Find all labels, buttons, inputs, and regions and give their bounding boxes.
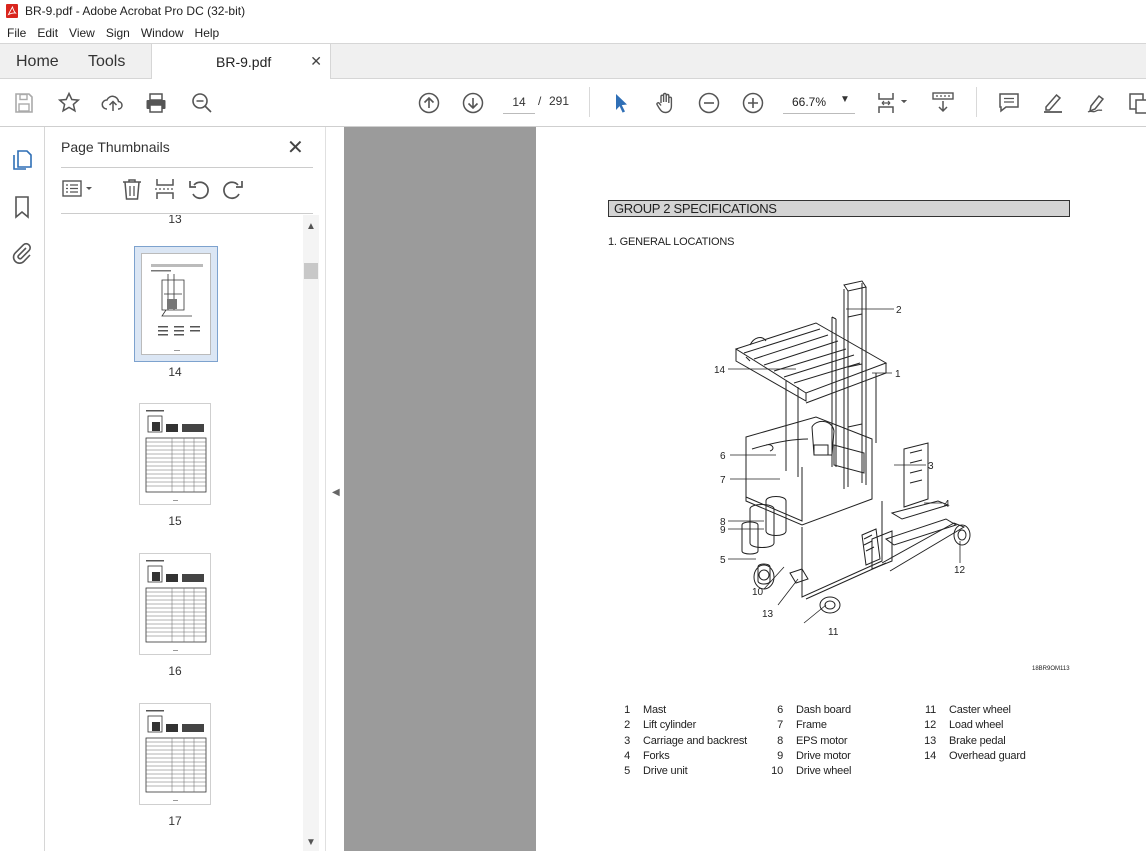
page-number-input[interactable]: [503, 90, 535, 114]
print-icon[interactable]: [144, 91, 168, 115]
toolbar-divider: [976, 87, 977, 117]
share-icon[interactable]: [1127, 91, 1146, 115]
tab-tools[interactable]: Tools: [88, 53, 126, 70]
menu-window[interactable]: Window: [140, 25, 184, 40]
bookmark-icon[interactable]: [10, 195, 34, 219]
menu-edit[interactable]: Edit: [37, 25, 59, 40]
zoom-search-icon[interactable]: [190, 91, 214, 115]
callout-7: 7: [720, 475, 726, 486]
thumbnail-preview: [140, 554, 210, 654]
previous-page-icon[interactable]: [417, 91, 441, 115]
thumbnails-panel: [45, 127, 325, 851]
menu-file[interactable]: File: [7, 25, 27, 40]
callout-13: 13: [762, 609, 774, 620]
toolbar-divider: [589, 87, 590, 117]
callout-10: 10: [752, 587, 764, 598]
scroll-up-icon[interactable]: ▲: [306, 221, 316, 232]
toolbar: [0, 79, 1146, 127]
thumbnail-label: 14: [168, 365, 182, 379]
scroll-mode-icon[interactable]: [931, 91, 957, 115]
tab-document-label: BR-9.pdf: [216, 54, 272, 70]
thumbnail-label: 16: [168, 664, 182, 678]
panel-divider: [61, 213, 313, 214]
thumbnail-preview: [140, 704, 210, 804]
thumbnail-page-17[interactable]: [139, 703, 211, 805]
tab-home[interactable]: Home: [16, 53, 59, 70]
zoom-level-dropdown[interactable]: [783, 90, 855, 114]
chevron-down-icon: ▼: [840, 94, 850, 105]
menu-help[interactable]: Help: [194, 25, 220, 40]
forklift-diagram: [666, 277, 986, 657]
page-separator: /: [538, 94, 542, 108]
next-page-icon[interactable]: [461, 91, 485, 115]
title-bar: [0, 0, 1146, 22]
pdf-page: GROUP 2 SPECIFICATIONS 1. GENERAL LOCATIONS 2 1 3 4 14 6 7 8 9 5 10 13 11 12 18BR9OM113 1 Mast 2 Lift cylinder 3 Carriage and backrest 4 Forks 5 Drive unit 6 Dash board 7 Frame 8 EPS motor 9 Drive motor 10 Drive wheel 11 Caster wheel 12 Load wheel 13 Brake pedal 14 Overhead guard: [536, 127, 1146, 851]
page-thumbnails-icon[interactable]: [10, 148, 34, 172]
group-title: GROUP 2 SPECIFICATIONS: [608, 200, 1070, 217]
comment-icon[interactable]: [997, 91, 1021, 115]
tab-document[interactable]: [151, 43, 331, 80]
scrollbar-thumb[interactable]: [304, 263, 318, 279]
figure-code: 18BR9OM113: [1032, 666, 1070, 672]
callout-4: 4: [944, 499, 950, 510]
hand-tool-icon[interactable]: [653, 91, 677, 115]
thumbnail-label: 13: [168, 215, 182, 226]
bookmark-star-icon[interactable]: [57, 91, 81, 115]
save-icon[interactable]: [12, 91, 36, 115]
upload-icon[interactable]: [101, 91, 125, 115]
acrobat-pdf-icon: [5, 4, 19, 18]
menu-view[interactable]: View: [69, 25, 95, 40]
thumbnail-page-14[interactable]: [134, 246, 218, 362]
zoom-in-icon[interactable]: [741, 91, 765, 115]
callout-14: 14: [714, 365, 726, 376]
callout-3: 3: [928, 461, 934, 472]
scroll-down-icon[interactable]: ▼: [306, 837, 316, 848]
close-panel-icon[interactable]: ✕: [287, 137, 304, 159]
thumbnail-scrollbar[interactable]: [303, 215, 319, 851]
thumbnail-preview: [140, 404, 210, 504]
rotate-left-icon[interactable]: [186, 177, 212, 201]
callout-5: 5: [720, 555, 726, 566]
menu-sign[interactable]: Sign: [105, 25, 130, 40]
rotate-right-icon[interactable]: [220, 177, 246, 201]
tab-bar: [0, 43, 1146, 79]
thumbnail-list: [45, 215, 307, 851]
sign-pen-icon[interactable]: [1085, 91, 1109, 115]
navigation-rail: [0, 127, 45, 851]
callout-11: 11: [828, 627, 839, 638]
callout-8: 8: [720, 517, 726, 528]
window-title: BR-9.pdf - Adobe Acrobat Pro DC (32-bit): [25, 4, 246, 18]
panel-divider: [61, 167, 313, 168]
collapse-panel-icon[interactable]: ◀: [332, 487, 340, 498]
thumbnail-page-16[interactable]: [139, 553, 211, 655]
thumbnail-label: 17: [168, 814, 182, 828]
page-total: 291: [549, 94, 570, 108]
thumbnail-page-15[interactable]: [139, 403, 211, 505]
section-title: 1. GENERAL LOCATIONS: [608, 236, 735, 248]
callout-9: 9: [720, 525, 726, 536]
highlight-pen-icon[interactable]: [1041, 91, 1065, 115]
extract-pages-icon[interactable]: [152, 177, 178, 201]
page-fit-icon[interactable]: [876, 91, 912, 115]
delete-page-icon[interactable]: [119, 177, 145, 201]
zoom-level-value: 66.7%: [792, 95, 827, 109]
zoom-out-icon[interactable]: [697, 91, 721, 115]
paperclip-icon[interactable]: [10, 241, 34, 265]
callout-6: 6: [720, 451, 726, 462]
thumbnail-label: 15: [168, 514, 182, 528]
callout-1: 1: [895, 369, 901, 380]
menu-bar: [0, 22, 1146, 43]
document-view[interactable]: [344, 127, 1146, 851]
callout-2: 2: [896, 305, 902, 316]
panel-splitter[interactable]: [325, 127, 344, 851]
callout-12: 12: [954, 565, 966, 576]
thumbnail-options-icon[interactable]: [61, 177, 95, 201]
thumbnail-preview: [142, 254, 212, 356]
close-tab-icon[interactable]: ✕: [310, 53, 322, 69]
panel-title: Page Thumbnails: [61, 139, 170, 155]
select-cursor-icon[interactable]: [609, 91, 633, 115]
